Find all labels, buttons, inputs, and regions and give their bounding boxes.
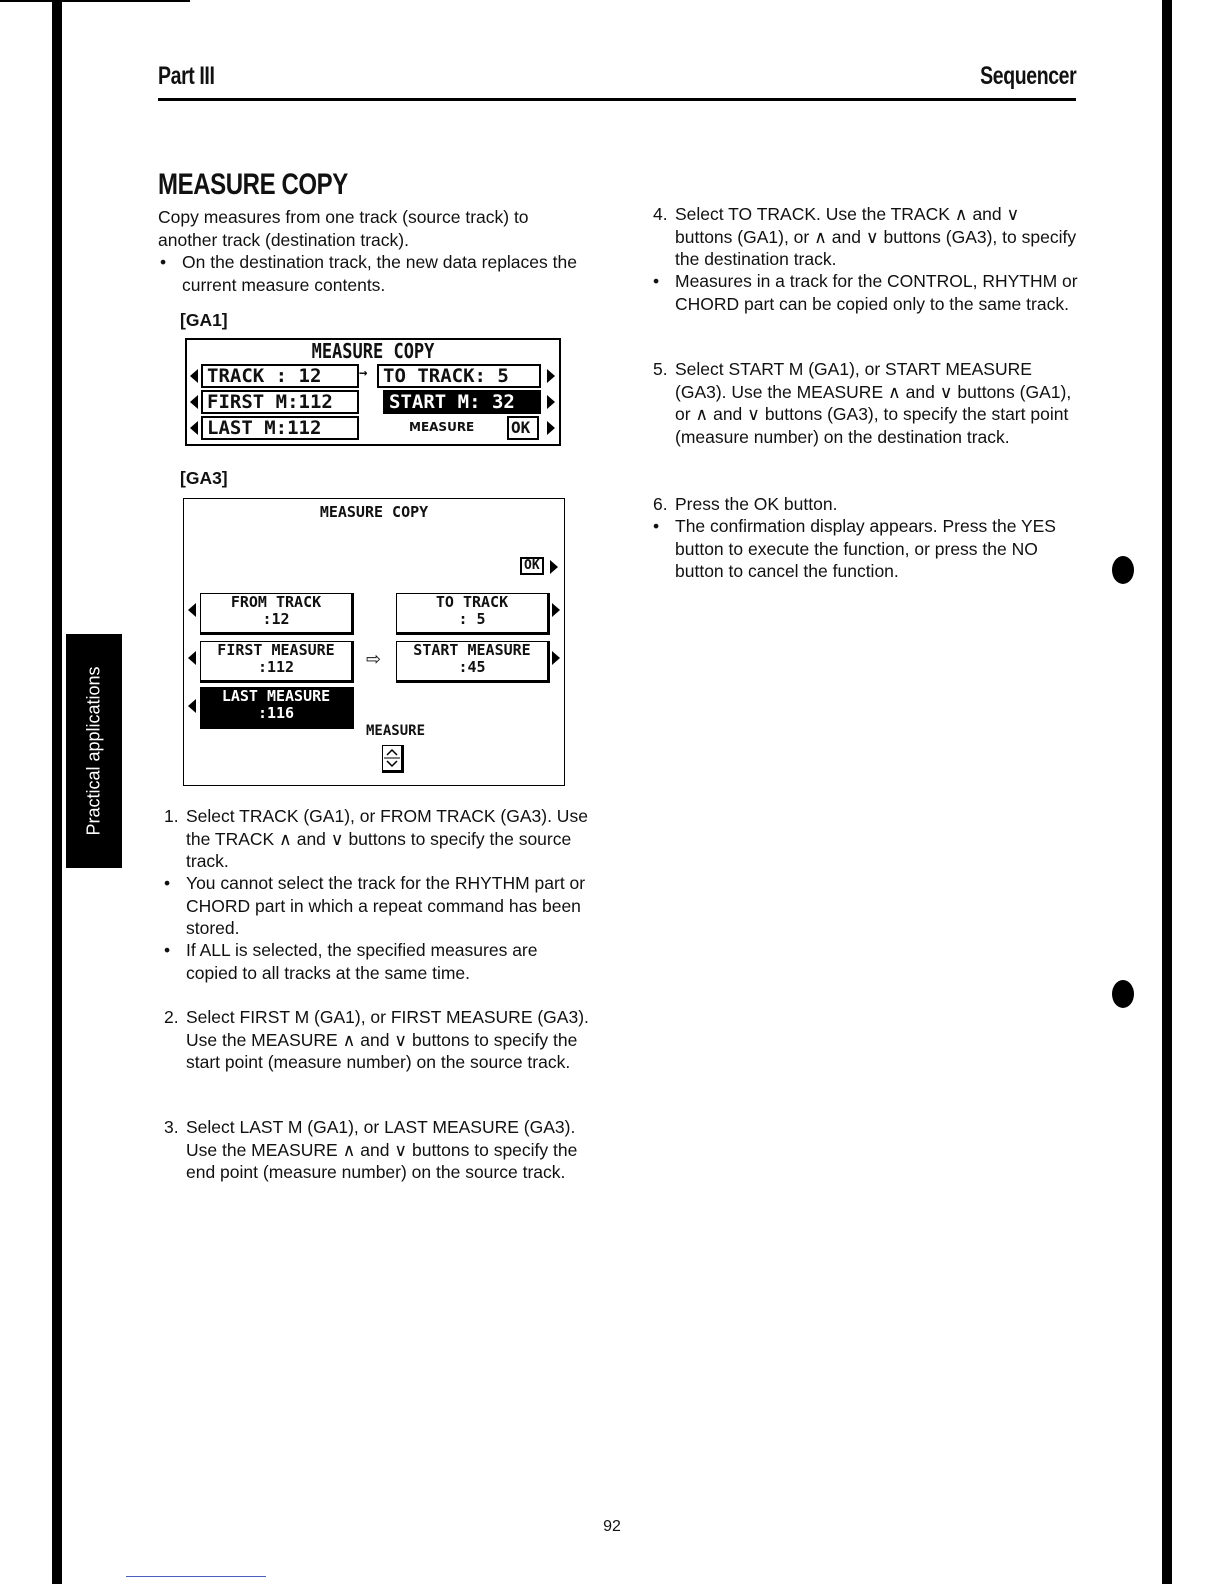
header-part: Part III — [158, 62, 215, 90]
ga3-ok-button[interactable]: OK — [520, 557, 544, 575]
binder-hole-mark — [1112, 556, 1134, 584]
ga3-from-left-arrow-icon[interactable] — [188, 603, 196, 617]
step-4-number: 4. — [653, 204, 668, 224]
ga3-to-right-arrow-icon[interactable] — [552, 603, 560, 617]
scan-edge-right — [1162, 0, 1172, 1584]
updown-chevron-icon — [383, 746, 401, 770]
ga1-first-m-field[interactable]: FIRST M:112 — [201, 390, 359, 414]
ga1-first-left-arrow-icon[interactable] — [190, 395, 198, 409]
side-tab — [66, 634, 122, 868]
ga1-to-track-right-arrow-icon[interactable] — [547, 369, 555, 383]
ga3-ok-right-arrow-icon[interactable] — [550, 560, 558, 574]
ga1-start-right-arrow-icon[interactable] — [547, 395, 555, 409]
step-1-bullet-2-text: If ALL is selected, the specified measures are copied to all tracks at the same time. — [186, 940, 538, 983]
step-3-text: Select LAST M (GA1), or LAST MEASURE (GA3). Use the MEASURE ∧ and ∨ buttons to specify the end point (measure number) on the source track. — [186, 1117, 578, 1182]
ga3-measure-label: MEASURE — [366, 723, 426, 739]
step-6-bullet-1 — [653, 515, 1078, 583]
ga3-from-track-value: :12 — [262, 610, 290, 628]
step-6 — [653, 493, 1078, 516]
ga3-measure-updown-button[interactable] — [382, 745, 404, 773]
ga3-copy-arrow-icon: ⇨ — [366, 649, 382, 670]
ga1-title: MEASURE COPY — [311, 339, 435, 363]
step-2-text: Select FIRST M (GA1), or FIRST MEASURE (GA3). Use the MEASURE ∧ and ∨ buttons to specify the start point (measure number) on the source track. — [186, 1007, 589, 1072]
ga3-first-left-arrow-icon[interactable] — [188, 651, 196, 665]
ga3-label: [GA3] — [180, 468, 228, 488]
step-4-bullet-1-text: Measures in a track for the CONTROL, RHYTHM or CHORD part can be copied only to the same track. — [675, 271, 1078, 314]
step-6-number: 6. — [653, 494, 668, 514]
ga3-last-left-arrow-icon[interactable] — [188, 699, 196, 713]
ga1-ok-button[interactable]: OK — [507, 416, 539, 440]
step-5 — [653, 358, 1078, 448]
bullet-dot: • — [160, 252, 167, 272]
step-4-bullet-1 — [653, 270, 1078, 315]
ga1-last-left-arrow-icon[interactable] — [190, 421, 198, 435]
ga3-last-measure-label: LAST MEASURE — [221, 687, 331, 705]
bullet-dot: • — [653, 516, 660, 536]
step-3-number: 3. — [164, 1117, 179, 1137]
step-1-text: Select TRACK (GA1), or FROM TRACK (GA3). Use the TRACK ∧ and ∨ buttons to specify the source track. — [186, 806, 588, 871]
ga3-from-track-label: FROM TRACK — [230, 593, 322, 611]
ga1-last-m-field[interactable]: LAST M:112 — [201, 416, 359, 440]
step-6-bullet-1-text: The confirmation display appears. Press the YES button to execute the function, or press the NO button to cancel the function. — [675, 516, 1056, 581]
step-1-bullet-1-text: You cannot select the track for the RHYTHM part or CHORD part in which a repeat command has been stored. — [186, 873, 586, 938]
ga1-start-m-field[interactable]: START M: 32 — [383, 390, 541, 414]
ga3-start-measure-value: :45 — [458, 658, 486, 676]
ga1-measure-label: MEASURE — [409, 420, 475, 434]
ga3-start-measure-label: START MEASURE — [413, 641, 531, 659]
ga1-label: [GA1] — [180, 310, 228, 330]
intro-bullet-text: On the destination track, the new data replaces the current measure contents. — [182, 252, 577, 295]
page-number: 92 — [603, 1518, 621, 1535]
intro-bullet — [160, 251, 588, 296]
ga3-start-measure-button[interactable] — [396, 641, 550, 683]
ga3-last-measure-button[interactable] — [200, 687, 354, 729]
step-6-text: Press the OK button. — [675, 494, 838, 514]
scan-edge-top — [0, 0, 190, 2]
side-tab-label: Practical applications — [83, 666, 104, 836]
ga3-title: MEASURE COPY — [319, 503, 429, 521]
ga3-to-track-button[interactable] — [396, 593, 550, 635]
ga3-first-measure-value: :112 — [257, 658, 295, 676]
bullet-dot: • — [164, 873, 171, 893]
ga3-start-right-arrow-icon[interactable] — [552, 651, 560, 665]
step-1-bullet-1 — [164, 872, 590, 940]
step-1 — [164, 805, 590, 873]
step-4-text: Select TO TRACK. Use the TRACK ∧ and ∨ buttons (GA1), or ∧ and ∨ buttons (GA3), to specify the destination track. — [675, 204, 1077, 269]
step-5-text: Select START M (GA1), or START MEASURE (GA3). Use the MEASURE ∧ and ∨ buttons (GA1), or ∧ and ∨ buttons (GA3), to specify the start point (measure number) on the destination track. — [675, 359, 1072, 447]
step-5-number: 5. — [653, 359, 668, 379]
scan-edge-bottom — [126, 1576, 266, 1577]
ga3-first-measure-label: FIRST MEASURE — [217, 641, 335, 659]
ga3-to-track-value: : 5 — [458, 610, 486, 628]
ga1-track-field[interactable]: TRACK : 12 — [201, 364, 359, 388]
header-rule — [158, 98, 1076, 101]
ga1-ok-right-arrow-icon[interactable] — [547, 421, 555, 435]
binder-hole-mark — [1112, 980, 1134, 1008]
header-chapter: Sequencer — [979, 62, 1076, 90]
ga1-track-left-arrow-icon[interactable] — [190, 369, 198, 383]
bullet-dot: • — [164, 940, 171, 960]
step-1-bullet-2 — [164, 939, 590, 984]
ga3-screen — [183, 498, 565, 786]
intro-paragraph: Copy measures from one track (source track) to another track (destination track). — [158, 207, 529, 250]
step-3 — [164, 1116, 590, 1184]
section-title: MEASURE COPY — [158, 168, 348, 201]
ga3-first-measure-button[interactable] — [200, 641, 354, 683]
ga3-to-track-label: TO TRACK — [435, 593, 509, 611]
ga1-screen — [185, 338, 561, 446]
step-4 — [653, 203, 1078, 271]
scan-edge-left — [52, 0, 62, 1584]
step-1-number: 1. — [164, 806, 179, 826]
ga3-last-measure-value: :116 — [257, 704, 295, 722]
ga1-to-track-field[interactable]: TO TRACK: 5 — [377, 364, 541, 388]
step-2-number: 2. — [164, 1007, 179, 1027]
bullet-dot: • — [653, 271, 660, 291]
step-2 — [164, 1006, 590, 1074]
ga3-from-track-button[interactable] — [200, 593, 354, 635]
ga1-copy-arrow-icon: → — [359, 365, 368, 381]
